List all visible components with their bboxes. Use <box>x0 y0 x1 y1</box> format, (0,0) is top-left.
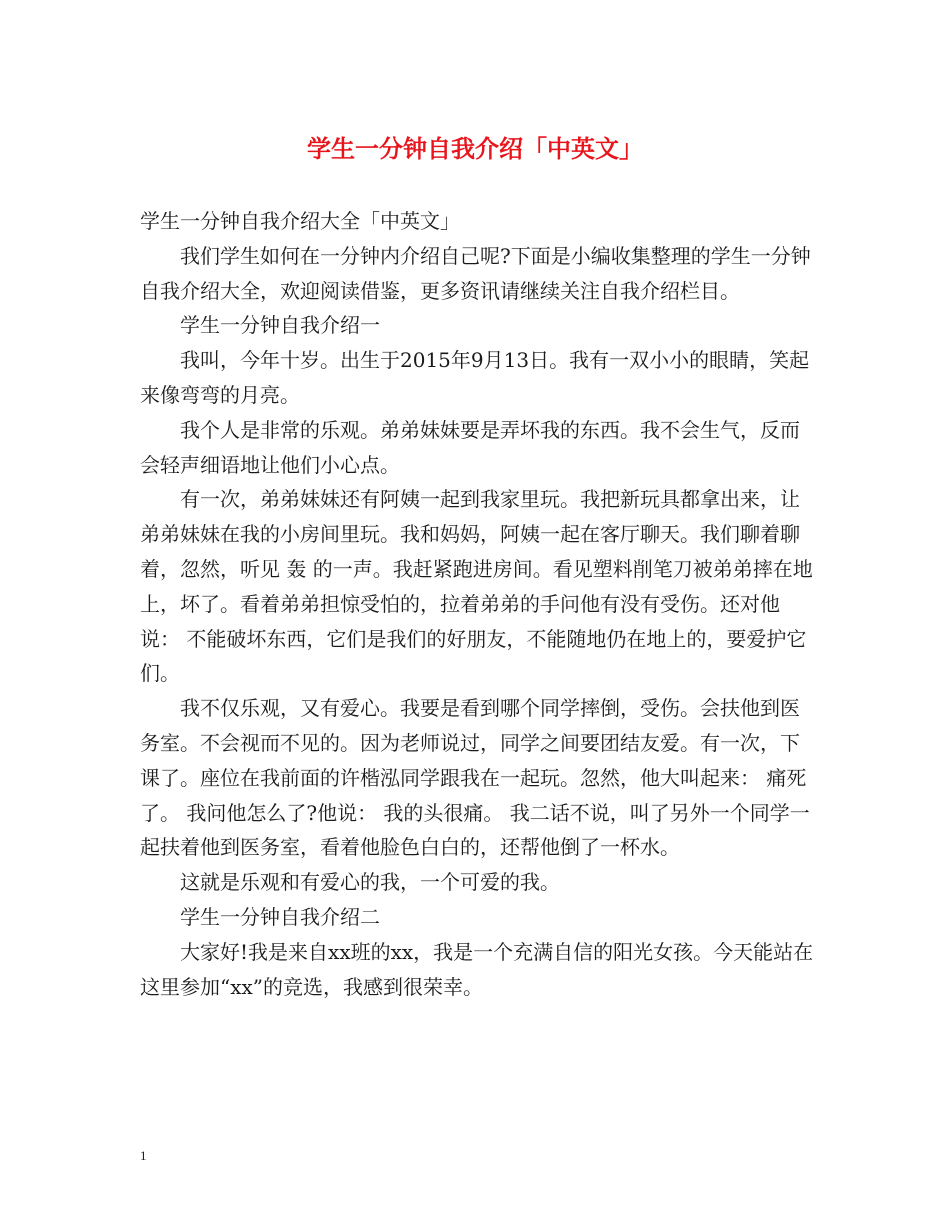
subtitle-paragraph: 学生一分钟自我介绍大全「中英文」 <box>140 209 460 233</box>
document-body <box>140 204 814 1004</box>
intro-paragraph: 我们学生如何在一分钟内介绍自己呢?下面是小编收集整理的学生一分钟自我介绍大全，欢迎阅读借鉴，更多资讯请继续关注自我介绍栏目。 <box>140 243 811 303</box>
body-paragraph: 大家好!我是来自xx班的xx，我是一个充满自信的阳光女孩。今天能站在这里参加“xx”的竞选，我感到很荣幸。 <box>140 939 814 999</box>
body-paragraph: 这就是乐观和有爱心的我，一个可爱的我。 <box>180 870 560 895</box>
section-heading-2: 学生一分钟自我介绍二 <box>180 904 380 929</box>
body-paragraph: 我个人是非常的乐观。弟弟妹妹要是弄坏我的东西。我不会生气，反而会轻声细语地让他们小心点。 <box>140 417 800 477</box>
body-paragraph: 我叫，今年十岁。出生于2015年9月13日。我有一双小小的眼睛，笑起来像弯弯的月亮。 <box>140 348 810 407</box>
page-number: 1 <box>140 1148 147 1163</box>
body-paragraph: 有一次，弟弟妹妹还有阿姨一起到我家里玩。我把新玩具都拿出来，让弟弟妹妹在我的小房间里玩。我和妈妈，阿姨一起在客厅聊天。我们聊着聊着，忽然，听见 轰 的一声。我赶紧跑进房间。看见塑料削笔刀被弟弟摔在地上，坏了。看着弟弟担惊受怕的，拉着弟弟的手问他有没有受伤。还对他说： 不能破坏东西，它们是我们的好朋友，不能随地仍在地上的，要爱护它们。 <box>140 487 813 686</box>
document-title: 学生一分钟自我介绍「中英文」 <box>307 134 643 163</box>
body-paragraph: 我不仅乐观，又有爱心。我要是看到哪个同学摔倒，受伤。会扶他到医务室。不会视而不见的。因为老师说过，同学之间要团结友爱。有一次，下课了。座位在我前面的许楷泓同学跟我在一起玩。忽然，他大叫起来： 痛死了。 我问他怎么了?他说： 我的头很痛。 我二话不说，叫了另外一个同学一起扶着他到医务室，看着他脸色白白的，还帮他倒了一杯水。 <box>140 696 810 860</box>
section-heading-1: 学生一分钟自我介绍一 <box>180 313 380 338</box>
